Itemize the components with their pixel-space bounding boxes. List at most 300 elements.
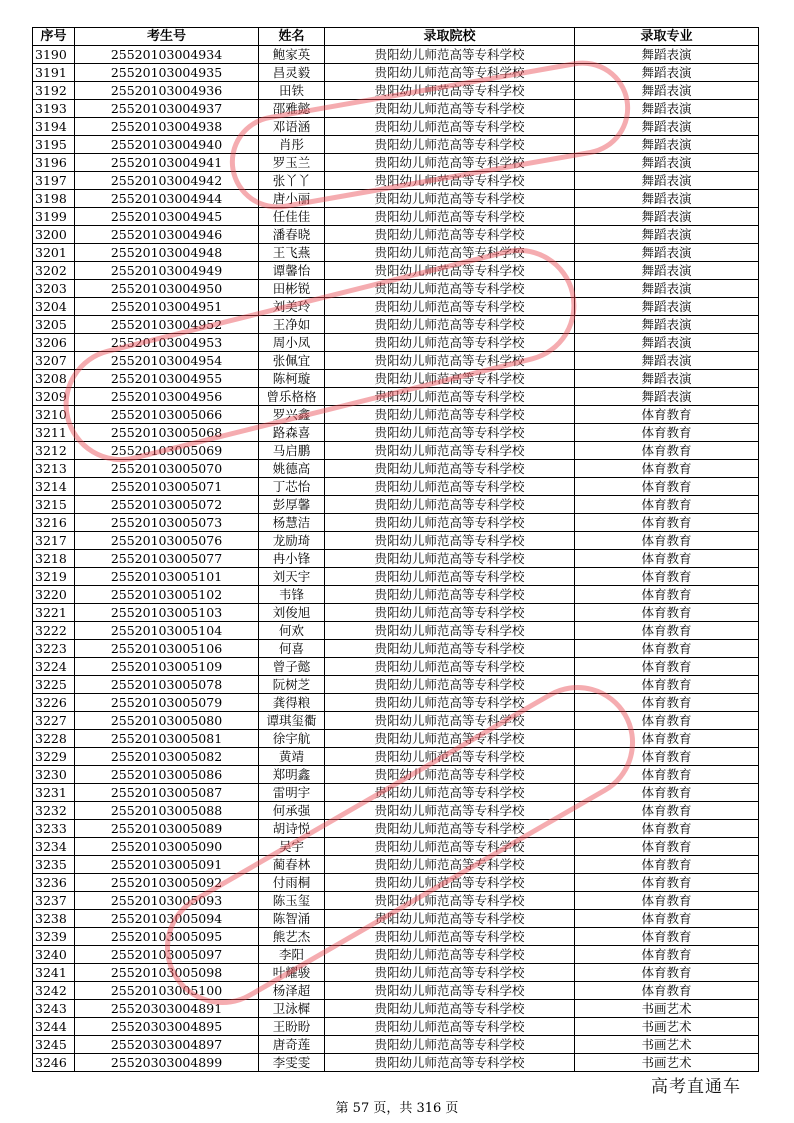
cell-major: 体育教育	[575, 694, 759, 712]
cell-name: 邵雅懿	[259, 100, 325, 118]
cell-exam-id: 25520103005079	[75, 694, 259, 712]
cell-school: 贵阳幼儿师范高等专科学校	[325, 46, 575, 64]
table-row	[33, 568, 759, 586]
cell-seq: 3227	[33, 712, 75, 730]
cell-school: 贵阳幼儿师范高等专科学校	[325, 892, 575, 910]
cell-school: 贵阳幼儿师范高等专科学校	[325, 1036, 575, 1054]
cell-major: 体育教育	[575, 892, 759, 910]
cell-seq: 3199	[33, 208, 75, 226]
cell-major: 舞蹈表演	[575, 118, 759, 136]
cell-school: 贵阳幼儿师范高等专科学校	[325, 208, 575, 226]
cell-exam-id: 25520103005069	[75, 442, 259, 460]
cell-major: 体育教育	[575, 838, 759, 856]
cell-name: 谭琪玺衢	[259, 712, 325, 730]
cell-school: 贵阳幼儿师范高等专科学校	[325, 262, 575, 280]
cell-major: 舞蹈表演	[575, 244, 759, 262]
cell-school: 贵阳幼儿师范高等专科学校	[325, 190, 575, 208]
cell-major: 体育教育	[575, 586, 759, 604]
cell-major: 体育教育	[575, 532, 759, 550]
cell-exam-id: 25520103004934	[75, 46, 259, 64]
cell-school: 贵阳幼儿师范高等专科学校	[325, 280, 575, 298]
cell-seq: 3244	[33, 1018, 75, 1036]
table-row	[33, 964, 759, 982]
table-row	[33, 1036, 759, 1054]
cell-exam-id: 25520103004952	[75, 316, 259, 334]
cell-exam-id: 25520103005071	[75, 478, 259, 496]
cell-seq: 3243	[33, 1000, 75, 1018]
cell-name: 张佩宜	[259, 352, 325, 370]
cell-exam-id: 25520103005089	[75, 820, 259, 838]
table-row	[33, 496, 759, 514]
cell-seq: 3202	[33, 262, 75, 280]
cell-seq: 3205	[33, 316, 75, 334]
cell-major: 舞蹈表演	[575, 298, 759, 316]
cell-exam-id: 25520103005080	[75, 712, 259, 730]
cell-name: 刘天宇	[259, 568, 325, 586]
cell-school: 贵阳幼儿师范高等专科学校	[325, 460, 575, 478]
cell-major: 体育教育	[575, 766, 759, 784]
cell-school: 贵阳幼儿师范高等专科学校	[325, 712, 575, 730]
cell-name: 刘俊旭	[259, 604, 325, 622]
header-school: 录取院校	[325, 28, 575, 46]
cell-seq: 3224	[33, 658, 75, 676]
cell-school: 贵阳幼儿师范高等专科学校	[325, 622, 575, 640]
cell-school: 贵阳幼儿师范高等专科学校	[325, 334, 575, 352]
table-row	[33, 1054, 759, 1072]
cell-name: 姚德高	[259, 460, 325, 478]
table-row	[33, 100, 759, 118]
cell-school: 贵阳幼儿师范高等专科学校	[325, 748, 575, 766]
cell-school: 贵阳幼儿师范高等专科学校	[325, 514, 575, 532]
cell-name: 陈柯璇	[259, 370, 325, 388]
cell-school: 贵阳幼儿师范高等专科学校	[325, 766, 575, 784]
cell-school: 贵阳幼儿师范高等专科学校	[325, 568, 575, 586]
cell-seq: 3193	[33, 100, 75, 118]
cell-name: 李阳	[259, 946, 325, 964]
cell-major: 书画艺术	[575, 1000, 759, 1018]
cell-major: 舞蹈表演	[575, 352, 759, 370]
cell-exam-id: 25520103005106	[75, 640, 259, 658]
table-row	[33, 658, 759, 676]
table-row	[33, 802, 759, 820]
cell-seq: 3206	[33, 334, 75, 352]
table-row	[33, 604, 759, 622]
cell-major: 舞蹈表演	[575, 190, 759, 208]
cell-exam-id: 25520103005091	[75, 856, 259, 874]
cell-major: 舞蹈表演	[575, 154, 759, 172]
cell-name: 马启鹏	[259, 442, 325, 460]
table-row	[33, 136, 759, 154]
table-row	[33, 82, 759, 100]
cell-exam-id: 25520103004954	[75, 352, 259, 370]
cell-major: 体育教育	[575, 460, 759, 478]
cell-seq: 3238	[33, 910, 75, 928]
cell-name: 冉小锋	[259, 550, 325, 568]
cell-major: 体育教育	[575, 874, 759, 892]
cell-exam-id: 25520103005098	[75, 964, 259, 982]
table-row	[33, 460, 759, 478]
cell-school: 贵阳幼儿师范高等专科学校	[325, 172, 575, 190]
cell-school: 贵阳幼儿师范高等专科学校	[325, 964, 575, 982]
cell-exam-id: 25520103005082	[75, 748, 259, 766]
cell-exam-id: 25520103005095	[75, 928, 259, 946]
cell-school: 贵阳幼儿师范高等专科学校	[325, 442, 575, 460]
cell-school: 贵阳幼儿师范高等专科学校	[325, 478, 575, 496]
cell-name: 陈玉玺	[259, 892, 325, 910]
cell-exam-id: 25520103005086	[75, 766, 259, 784]
cell-name: 潘春晓	[259, 226, 325, 244]
table-row	[33, 910, 759, 928]
cell-school: 贵阳幼儿师范高等专科学校	[325, 226, 575, 244]
table-row	[33, 370, 759, 388]
cell-exam-id: 25520103004953	[75, 334, 259, 352]
cell-exam-id: 25520103005109	[75, 658, 259, 676]
cell-major: 舞蹈表演	[575, 334, 759, 352]
table-row	[33, 46, 759, 64]
cell-name: 彭厚馨	[259, 496, 325, 514]
table-row	[33, 154, 759, 172]
table-row	[33, 676, 759, 694]
cell-school: 贵阳幼儿师范高等专科学校	[325, 136, 575, 154]
cell-name: 雷明宇	[259, 784, 325, 802]
cell-exam-id: 25520303004895	[75, 1018, 259, 1036]
header-seq: 序号	[33, 28, 75, 46]
cell-exam-id: 25520303004899	[75, 1054, 259, 1072]
cell-school: 贵阳幼儿师范高等专科学校	[325, 676, 575, 694]
cell-school: 贵阳幼儿师范高等专科学校	[325, 298, 575, 316]
cell-exam-id: 25520103004941	[75, 154, 259, 172]
cell-seq: 3221	[33, 604, 75, 622]
admission-table	[32, 27, 759, 1072]
table-row	[33, 208, 759, 226]
cell-exam-id: 25520103005076	[75, 532, 259, 550]
admission-table-container	[32, 27, 758, 1072]
cell-school: 贵阳幼儿师范高等专科学校	[325, 352, 575, 370]
cell-seq: 3231	[33, 784, 75, 802]
cell-major: 舞蹈表演	[575, 46, 759, 64]
cell-major: 书画艺术	[575, 1036, 759, 1054]
cell-seq: 3242	[33, 982, 75, 1000]
cell-exam-id: 25520303004897	[75, 1036, 259, 1054]
cell-major: 体育教育	[575, 964, 759, 982]
cell-major: 舞蹈表演	[575, 388, 759, 406]
cell-name: 叶耀骏	[259, 964, 325, 982]
cell-school: 贵阳幼儿师范高等专科学校	[325, 586, 575, 604]
cell-seq: 3223	[33, 640, 75, 658]
cell-seq: 3200	[33, 226, 75, 244]
header-exam-id: 考生号	[75, 28, 259, 46]
cell-school: 贵阳幼儿师范高等专科学校	[325, 802, 575, 820]
cell-exam-id: 25520103004950	[75, 280, 259, 298]
cell-major: 舞蹈表演	[575, 208, 759, 226]
cell-school: 贵阳幼儿师范高等专科学校	[325, 82, 575, 100]
cell-seq: 3236	[33, 874, 75, 892]
cell-seq: 3210	[33, 406, 75, 424]
cell-exam-id: 25520103004935	[75, 64, 259, 82]
cell-seq: 3216	[33, 514, 75, 532]
cell-seq: 3196	[33, 154, 75, 172]
cell-name: 胡诗悦	[259, 820, 325, 838]
cell-school: 贵阳幼儿师范高等专科学校	[325, 244, 575, 262]
table-row	[33, 946, 759, 964]
cell-seq: 3203	[33, 280, 75, 298]
cell-seq: 3219	[33, 568, 75, 586]
cell-major: 体育教育	[575, 622, 759, 640]
cell-major: 体育教育	[575, 424, 759, 442]
cell-name: 徐宇航	[259, 730, 325, 748]
cell-name: 唐奇莲	[259, 1036, 325, 1054]
cell-major: 体育教育	[575, 730, 759, 748]
cell-major: 舞蹈表演	[575, 316, 759, 334]
table-header-row	[33, 28, 759, 46]
cell-seq: 3217	[33, 532, 75, 550]
table-row	[33, 1018, 759, 1036]
cell-seq: 3229	[33, 748, 75, 766]
cell-name: 龚得粮	[259, 694, 325, 712]
cell-seq: 3235	[33, 856, 75, 874]
cell-exam-id: 25520103005094	[75, 910, 259, 928]
cell-name: 唐小丽	[259, 190, 325, 208]
cell-name: 王盼盼	[259, 1018, 325, 1036]
cell-school: 贵阳幼儿师范高等专科学校	[325, 910, 575, 928]
cell-name: 鲍家英	[259, 46, 325, 64]
table-row	[33, 514, 759, 532]
table-row	[33, 352, 759, 370]
cell-name: 李雯雯	[259, 1054, 325, 1072]
cell-major: 体育教育	[575, 946, 759, 964]
table-row	[33, 982, 759, 1000]
cell-name: 昌灵毅	[259, 64, 325, 82]
cell-name: 韦锋	[259, 586, 325, 604]
page-footer: 第 57 页，共 316 页	[335, 1101, 459, 1116]
cell-school: 贵阳幼儿师范高等专科学校	[325, 820, 575, 838]
cell-major: 体育教育	[575, 496, 759, 514]
cell-school: 贵阳幼儿师范高等专科学校	[325, 532, 575, 550]
cell-exam-id: 25520103005077	[75, 550, 259, 568]
table-row	[33, 442, 759, 460]
cell-name: 王净如	[259, 316, 325, 334]
cell-seq: 3228	[33, 730, 75, 748]
cell-major: 体育教育	[575, 514, 759, 532]
cell-major: 体育教育	[575, 856, 759, 874]
cell-name: 卫泳樨	[259, 1000, 325, 1018]
cell-seq: 3194	[33, 118, 75, 136]
cell-exam-id: 25520103004942	[75, 172, 259, 190]
cell-name: 付雨桐	[259, 874, 325, 892]
table-row	[33, 694, 759, 712]
cell-major: 舞蹈表演	[575, 262, 759, 280]
cell-name: 肖彤	[259, 136, 325, 154]
cell-exam-id: 25520103005088	[75, 802, 259, 820]
table-row	[33, 334, 759, 352]
table-row	[33, 244, 759, 262]
table-row	[33, 190, 759, 208]
cell-seq: 3207	[33, 352, 75, 370]
table-row	[33, 856, 759, 874]
table-row	[33, 838, 759, 856]
cell-name: 吴宇	[259, 838, 325, 856]
cell-exam-id: 25520103005070	[75, 460, 259, 478]
cell-school: 贵阳幼儿师范高等专科学校	[325, 946, 575, 964]
table-row	[33, 874, 759, 892]
cell-name: 阮树芝	[259, 676, 325, 694]
cell-school: 贵阳幼儿师范高等专科学校	[325, 370, 575, 388]
cell-seq: 3237	[33, 892, 75, 910]
cell-exam-id: 25520103005081	[75, 730, 259, 748]
cell-seq: 3214	[33, 478, 75, 496]
cell-seq: 3246	[33, 1054, 75, 1072]
cell-name: 陈智涌	[259, 910, 325, 928]
table-row	[33, 316, 759, 334]
cell-name: 谭馨怡	[259, 262, 325, 280]
table-row	[33, 406, 759, 424]
cell-exam-id: 25520103004938	[75, 118, 259, 136]
table-row	[33, 118, 759, 136]
table-row	[33, 1000, 759, 1018]
cell-seq: 3218	[33, 550, 75, 568]
cell-exam-id: 25520103005068	[75, 424, 259, 442]
cell-exam-id: 25520103005102	[75, 586, 259, 604]
cell-school: 贵阳幼儿师范高等专科学校	[325, 388, 575, 406]
cell-name: 熊艺杰	[259, 928, 325, 946]
table-row	[33, 262, 759, 280]
cell-exam-id: 25520103004956	[75, 388, 259, 406]
cell-school: 贵阳幼儿师范高等专科学校	[325, 100, 575, 118]
cell-exam-id: 25520103004948	[75, 244, 259, 262]
table-row	[33, 892, 759, 910]
cell-major: 书画艺术	[575, 1054, 759, 1072]
table-row	[33, 424, 759, 442]
cell-school: 贵阳幼儿师范高等专科学校	[325, 874, 575, 892]
cell-seq: 3190	[33, 46, 75, 64]
cell-exam-id: 25520103005103	[75, 604, 259, 622]
cell-school: 贵阳幼儿师范高等专科学校	[325, 1000, 575, 1018]
table-row	[33, 730, 759, 748]
cell-exam-id: 25520303004891	[75, 1000, 259, 1018]
cell-major: 体育教育	[575, 640, 759, 658]
table-row	[33, 640, 759, 658]
cell-major: 体育教育	[575, 676, 759, 694]
cell-school: 贵阳幼儿师范高等专科学校	[325, 496, 575, 514]
table-row	[33, 226, 759, 244]
cell-seq: 3245	[33, 1036, 75, 1054]
cell-seq: 3197	[33, 172, 75, 190]
cell-name: 曾子懿	[259, 658, 325, 676]
cell-seq: 3201	[33, 244, 75, 262]
cell-major: 体育教育	[575, 658, 759, 676]
cell-name: 杨慧洁	[259, 514, 325, 532]
cell-school: 贵阳幼儿师范高等专科学校	[325, 640, 575, 658]
cell-exam-id: 25520103005066	[75, 406, 259, 424]
table-row	[33, 478, 759, 496]
cell-school: 贵阳幼儿师范高等专科学校	[325, 838, 575, 856]
cell-major: 舞蹈表演	[575, 370, 759, 388]
table-row	[33, 586, 759, 604]
cell-name: 罗玉兰	[259, 154, 325, 172]
cell-name: 田彬锐	[259, 280, 325, 298]
cell-exam-id: 25520103004946	[75, 226, 259, 244]
cell-seq: 3239	[33, 928, 75, 946]
cell-seq: 3212	[33, 442, 75, 460]
cell-exam-id: 25520103005090	[75, 838, 259, 856]
header-major: 录取专业	[575, 28, 759, 46]
table-row	[33, 820, 759, 838]
cell-seq: 3192	[33, 82, 75, 100]
cell-seq: 3213	[33, 460, 75, 478]
cell-seq: 3211	[33, 424, 75, 442]
cell-exam-id: 25520103005104	[75, 622, 259, 640]
cell-exam-id: 25520103004940	[75, 136, 259, 154]
cell-name: 张丫丫	[259, 172, 325, 190]
table-row	[33, 550, 759, 568]
cell-seq: 3233	[33, 820, 75, 838]
cell-major: 舞蹈表演	[575, 136, 759, 154]
cell-name: 郑明鑫	[259, 766, 325, 784]
cell-exam-id: 25520103005100	[75, 982, 259, 1000]
cell-seq: 3240	[33, 946, 75, 964]
cell-name: 邓语涵	[259, 118, 325, 136]
table-row	[33, 172, 759, 190]
cell-exam-id: 25520103004949	[75, 262, 259, 280]
cell-exam-id: 25520103004945	[75, 208, 259, 226]
cell-exam-id: 25520103004951	[75, 298, 259, 316]
cell-school: 贵阳幼儿师范高等专科学校	[325, 154, 575, 172]
cell-seq: 3230	[33, 766, 75, 784]
cell-school: 贵阳幼儿师范高等专科学校	[325, 1018, 575, 1036]
cell-name: 王飞燕	[259, 244, 325, 262]
cell-school: 贵阳幼儿师范高等专科学校	[325, 406, 575, 424]
cell-seq: 3204	[33, 298, 75, 316]
cell-seq: 3225	[33, 676, 75, 694]
cell-seq: 3195	[33, 136, 75, 154]
cell-seq: 3208	[33, 370, 75, 388]
cell-name: 杨泽超	[259, 982, 325, 1000]
cell-name: 何欢	[259, 622, 325, 640]
cell-school: 贵阳幼儿师范高等专科学校	[325, 118, 575, 136]
cell-school: 贵阳幼儿师范高等专科学校	[325, 928, 575, 946]
cell-exam-id: 25520103005101	[75, 568, 259, 586]
table-row	[33, 388, 759, 406]
cell-major: 体育教育	[575, 928, 759, 946]
cell-exam-id: 25520103005097	[75, 946, 259, 964]
cell-seq: 3215	[33, 496, 75, 514]
cell-name: 田铁	[259, 82, 325, 100]
cell-seq: 3198	[33, 190, 75, 208]
cell-exam-id: 25520103004936	[75, 82, 259, 100]
cell-school: 贵阳幼儿师范高等专科学校	[325, 64, 575, 82]
cell-name: 龙励琦	[259, 532, 325, 550]
cell-exam-id: 25520103005072	[75, 496, 259, 514]
cell-major: 体育教育	[575, 748, 759, 766]
table-row	[33, 784, 759, 802]
cell-exam-id: 25520103004937	[75, 100, 259, 118]
cell-major: 舞蹈表演	[575, 172, 759, 190]
cell-name: 罗兴鑫	[259, 406, 325, 424]
cell-major: 书画艺术	[575, 1018, 759, 1036]
cell-major: 体育教育	[575, 442, 759, 460]
cell-exam-id: 25520103005078	[75, 676, 259, 694]
cell-name: 刘美玲	[259, 298, 325, 316]
cell-name: 丁芯怡	[259, 478, 325, 496]
cell-major: 体育教育	[575, 604, 759, 622]
cell-school: 贵阳幼儿师范高等专科学校	[325, 550, 575, 568]
cell-seq: 3232	[33, 802, 75, 820]
cell-school: 贵阳幼儿师范高等专科学校	[325, 856, 575, 874]
cell-school: 贵阳幼儿师范高等专科学校	[325, 316, 575, 334]
cell-major: 体育教育	[575, 712, 759, 730]
table-body	[33, 46, 759, 1072]
cell-seq: 3234	[33, 838, 75, 856]
